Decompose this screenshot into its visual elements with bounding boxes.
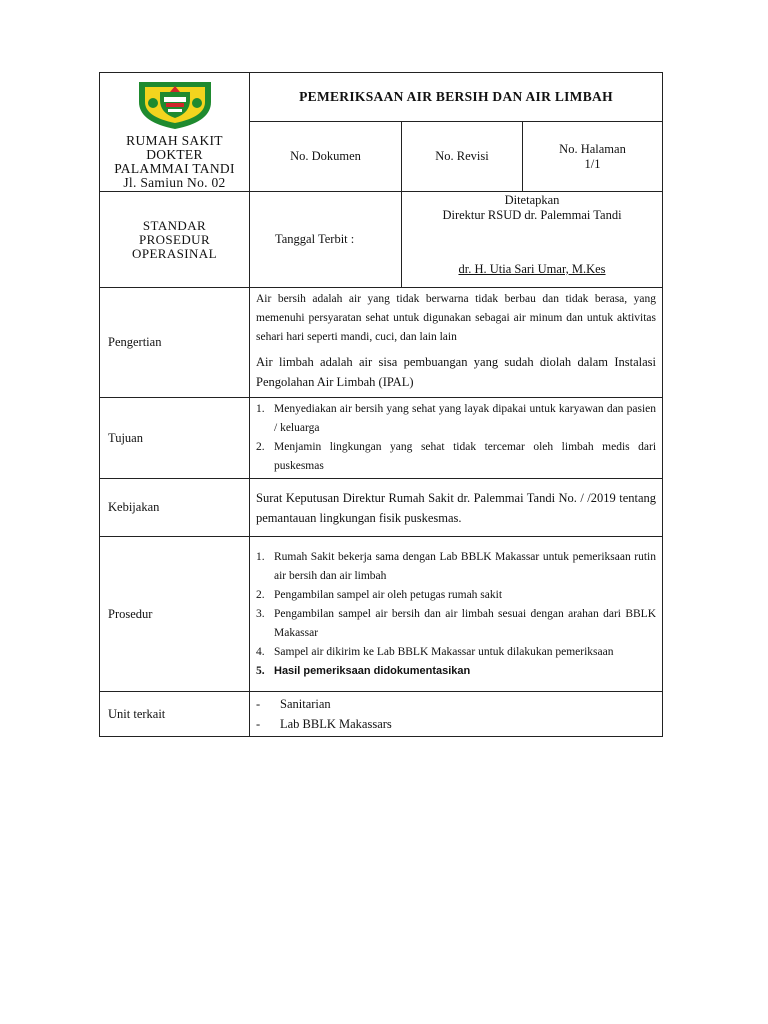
list-item: [256, 400, 656, 438]
list-text: Pengambilan sampel air bersih dan air limbah sesuai dengan arahan dari BBLK Makassar: [274, 607, 657, 639]
hospital-name-line: DOKTER: [146, 147, 203, 162]
list-text: Hasil pemeriksaan didokumentasikan: [274, 664, 471, 677]
ditetapkan-cell: [402, 192, 663, 288]
document-title: PEMERIKSAAN AIR BERSIH DAN AIR LIMBAH: [250, 73, 663, 122]
halaman-value: 1/1: [584, 156, 601, 171]
no-dokumen-cell: No. Dokumen: [250, 122, 402, 192]
hospital-logo-icon: [133, 76, 217, 130]
prosedur-content: [250, 537, 663, 692]
list-text: Rumah Sakit bekerja sama dengan Lab BBLK Makassar untuk pemeriksaan rutin air bersih dan air limbah: [274, 550, 657, 582]
list-item: [256, 586, 656, 605]
hospital-address: Jl. Samiun No. 02: [123, 175, 226, 190]
direktur-title: Direktur RSUD dr. Palemmai Tandi: [442, 208, 622, 222]
hospital-name: [100, 130, 249, 190]
sop-type-line: OPERASINAL: [132, 245, 217, 261]
list-text: Pengambilan sampel air oleh petugas rumah sakit: [274, 588, 503, 601]
list-text: Menyediakan air bersih yang sehat yang layak dipakai untuk karyawan dan pasien / keluarga: [274, 403, 657, 434]
pengertian-paragraph: Air limbah adalah air sisa pembuangan yang sudah diolah dalam Instalasi Pengolahan Air Limbah (IPAL): [256, 355, 657, 389]
list-number: 1.: [256, 403, 265, 415]
list-number: 2.: [256, 441, 265, 453]
list-item: [256, 605, 656, 643]
tujuan-content: [250, 398, 663, 479]
unit-terkait-content: [250, 692, 663, 737]
tujuan-label: Tujuan: [100, 398, 250, 479]
list-number: 1.: [256, 550, 265, 563]
sop-type-cell: [100, 192, 250, 288]
list-text: Menjamin lingkungan yang sehat tidak tercemar oleh limbah medis dari puskesmas: [274, 441, 657, 472]
signer-name: dr. H. Utia Sari Umar, M.Kes: [458, 262, 606, 276]
list-item: [256, 438, 656, 476]
sop-document-table: [99, 72, 663, 737]
hospital-name-line: PALAMMAI TANDI: [114, 161, 235, 176]
list-item: [256, 548, 656, 586]
ditetapkan-label: Ditetapkan: [504, 193, 560, 207]
list-number: 3.: [256, 607, 265, 620]
list-item: [256, 694, 656, 714]
list-item: [256, 643, 656, 662]
sop-type-line: PROSEDUR: [138, 231, 211, 247]
no-halaman-label: No. Halaman: [559, 141, 626, 156]
list-number: 5.: [256, 664, 265, 677]
hospital-name-line: RUMAH SAKIT: [126, 133, 223, 148]
tanggal-terbit-cell: Tanggal Terbit :: [250, 192, 402, 288]
pengertian-content: [250, 288, 663, 398]
prosedur-label: Prosedur: [100, 537, 250, 692]
list-bullet: -: [256, 697, 261, 711]
no-revisi-cell: No. Revisi: [402, 122, 523, 192]
kebijakan-content: Surat Keputusan Direktur Rumah Sakit dr. Palemmai Tandi No. / /2019 tentang pemantauan lingkungan fisik puskesmas.: [250, 479, 663, 537]
unit-terkait-label: Unit terkait: [100, 692, 250, 737]
list-bullet: -: [256, 717, 261, 731]
list-item: [256, 662, 656, 681]
list-text: Sanitarian: [280, 697, 331, 711]
list-number: 2.: [256, 588, 265, 601]
pengertian-paragraph: Air bersih adalah air yang tidak berwarna tidak berbau dan tidak berasa, yang memenuhi persyaratan sehat untuk digunakan sebagai air minum dan untuk aktivitas sehari hari seperti mandi, cuci, dan lain lain: [256, 293, 657, 343]
hospital-identity-cell: [100, 73, 250, 192]
no-halaman-cell: [523, 122, 663, 192]
list-text: Sampel air dikirim ke Lab BBLK Makassar untuk dilakukan pemeriksaan: [274, 645, 614, 658]
sop-type-line: STANDAR: [142, 217, 207, 233]
list-text: Lab BBLK Makassars: [280, 717, 392, 731]
pengertian-label: Pengertian: [100, 288, 250, 398]
kebijakan-label: Kebijakan: [100, 479, 250, 537]
list-number: 4.: [256, 645, 265, 658]
list-item: [256, 714, 656, 734]
